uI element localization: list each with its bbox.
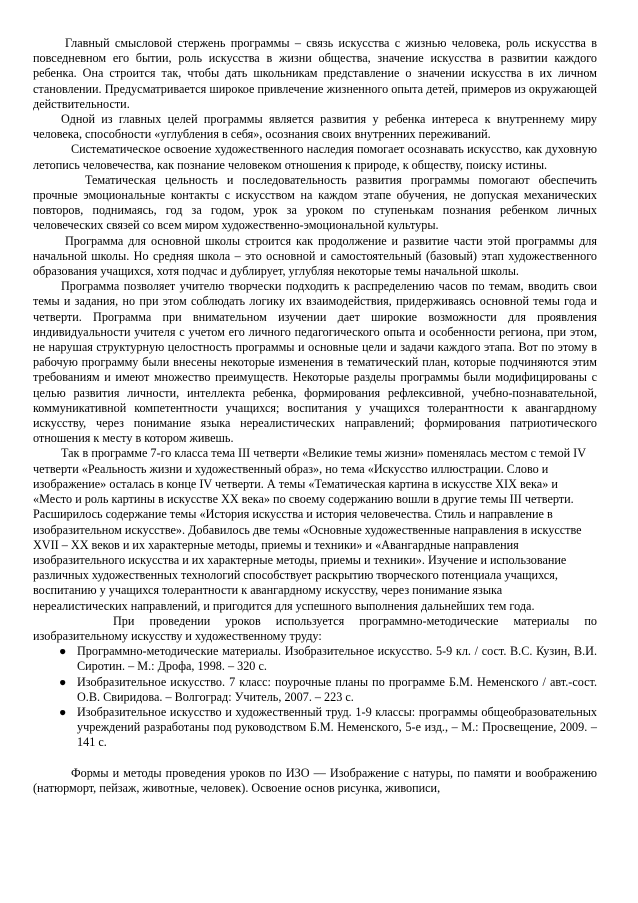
paragraph: Главный смысловой стержень программы – связь искусства с жизнью человека, роль искусства в повседневном его бытии, роль искусства в жизни общества, значение искусства в развитии каждого ребенка. Она строится так, чтобы дать школьникам представление о значении искусства в их личном становлении. Предусматривается широкое привлечение жизненного опыта детей, примеров из окружающей действительности. — [33, 36, 597, 111]
paragraph: Программа для основной школы строится как продолжение и развитие части этой программы для начальной школы. Но средняя школа – это основной и самостоятельный (базовый) этап художественного образования учащихся, хотя подчас и дублирует, углубляя некоторые темы начальной школы. — [33, 233, 597, 279]
paragraph: Так в программе 7-го класса тема III четверти «Великие темы жизни» поменялась местом с темой IV четверти «Реальность жизни и художественный образ», но тема «Искусство иллюстрации. Слово и изображение» осталась в конце IV четверти. А темы «Тематическая картина в искусстве XIX века» и «Место и роль картины в искусстве XX века» по своему содержанию вошли в другие темы III четверти. Расширилось содержание темы «История искусства и история человечества. Стиль и направление в изобразительном искусстве». Добавилось две темы «Основные художественные направления в искусстве XVII – XX веков и их характерные методы, приемы и техники» и «Авангардные направления изобразительного искусства и их характерные методы, приемы и техники». Изучение и использование различных художественных технологий способствует раскрытию творческого потенциала учащихся, воспитанию у учащихся толерантности к авангардному искусству, через понимание языка нереалистических направлений, и пригодится для успешного выполнения дальнейших тем года. — [33, 446, 586, 613]
paragraph: При проведении уроков используется программно-методические материалы по изобразительному искусству и художественному труду: — [33, 613, 597, 643]
reference-text: Изобразительное искусство. 7 класс: поурочные планы по программе Б.М. Неменского / авт.-сост. О.В. Свиридова. – Волгоград: Учитель, 2007. – 223 с. — [77, 674, 597, 704]
spacer — [33, 751, 597, 766]
reference-text: Изобразительное искусство и художественный труд. 1-9 классы: программы общеобразовательных учреждений разработаны под руководством Б.М. Неменского, 5-е изд., – М.: Просвещение, 2009. – 141 с. — [77, 704, 597, 750]
bullet-icon: ● — [59, 644, 67, 659]
list-item — [59, 644, 597, 674]
closing-paragraph: Формы и методы проведения уроков по ИЗО — Изображение с натуры, по памяти и воображению (натюрморт, пейзаж, животные, человек). Освоение основ рисунка, живописи, — [33, 765, 597, 795]
paragraph: Тематическая цельность и последовательность развития программы помогают обеспечить прочные эмоциональные контакты с искусством на каждом этапе обучения, не допуская механических повторов, поднимаясь, год за годом, урок за уроком по ступенькам познания ребенком личных человеческих связей со всем миром художественно-эмоциональной культуры. — [33, 172, 597, 233]
reference-list — [33, 644, 597, 750]
reference-text: Программно-методические материалы. Изобразительное искусство. 5-9 кл. / сост. В.С. Кузин, В.И. Сиротин. – М.: Дрофа, 1998. – 320 с. — [77, 644, 597, 674]
paragraph: Программа позволяет учителю творчески подходить к распределению часов по темам, вводить свои темы и задания, но при этом соблюдать логику их взаимодействия, придерживаясь основной темы года и четверти. Программа при внимательном изучении дает широкие возможности для проявления индивидуальности учителя с учетом его личного педагогического опыта и особенности региона, при этом, не нарушая структурную целостность программы и основные цели и задачи каждого этапа. Вот по этому в рабочую программу были внесены некоторые изменения в тематический план, которые подчиняются этим требованиям и имеют множество преимуществ. Некоторые разделы программы были модифицированы с целью развития личности, интеллекта ребенка, формирования рефлексивной, учебно-познавательной, коммуникативной компетентности учащихся; воспитания у учащихся толерантности к авангардному искусству, через понимание языка нереалистических направлений; формирования патриотического отношения к месту в котором живешь. — [33, 279, 597, 446]
list-item — [59, 704, 597, 751]
paragraph: Систематическое освоение художественного наследия помогает осознавать искусство, как духовную летопись человечества, как познание человеком отношения к природе, к обществу, поиску истины. — [33, 142, 597, 172]
bullet-icon: ● — [59, 674, 67, 689]
paragraph: Одной из главных целей программы является развития у ребенка интереса к внутреннему миру человека, способности «углубления в себя», осознания своих внутренних переживаний. — [33, 112, 597, 142]
intro-section — [33, 36, 597, 644]
bullet-icon: ● — [59, 704, 67, 719]
list-item — [59, 674, 597, 705]
